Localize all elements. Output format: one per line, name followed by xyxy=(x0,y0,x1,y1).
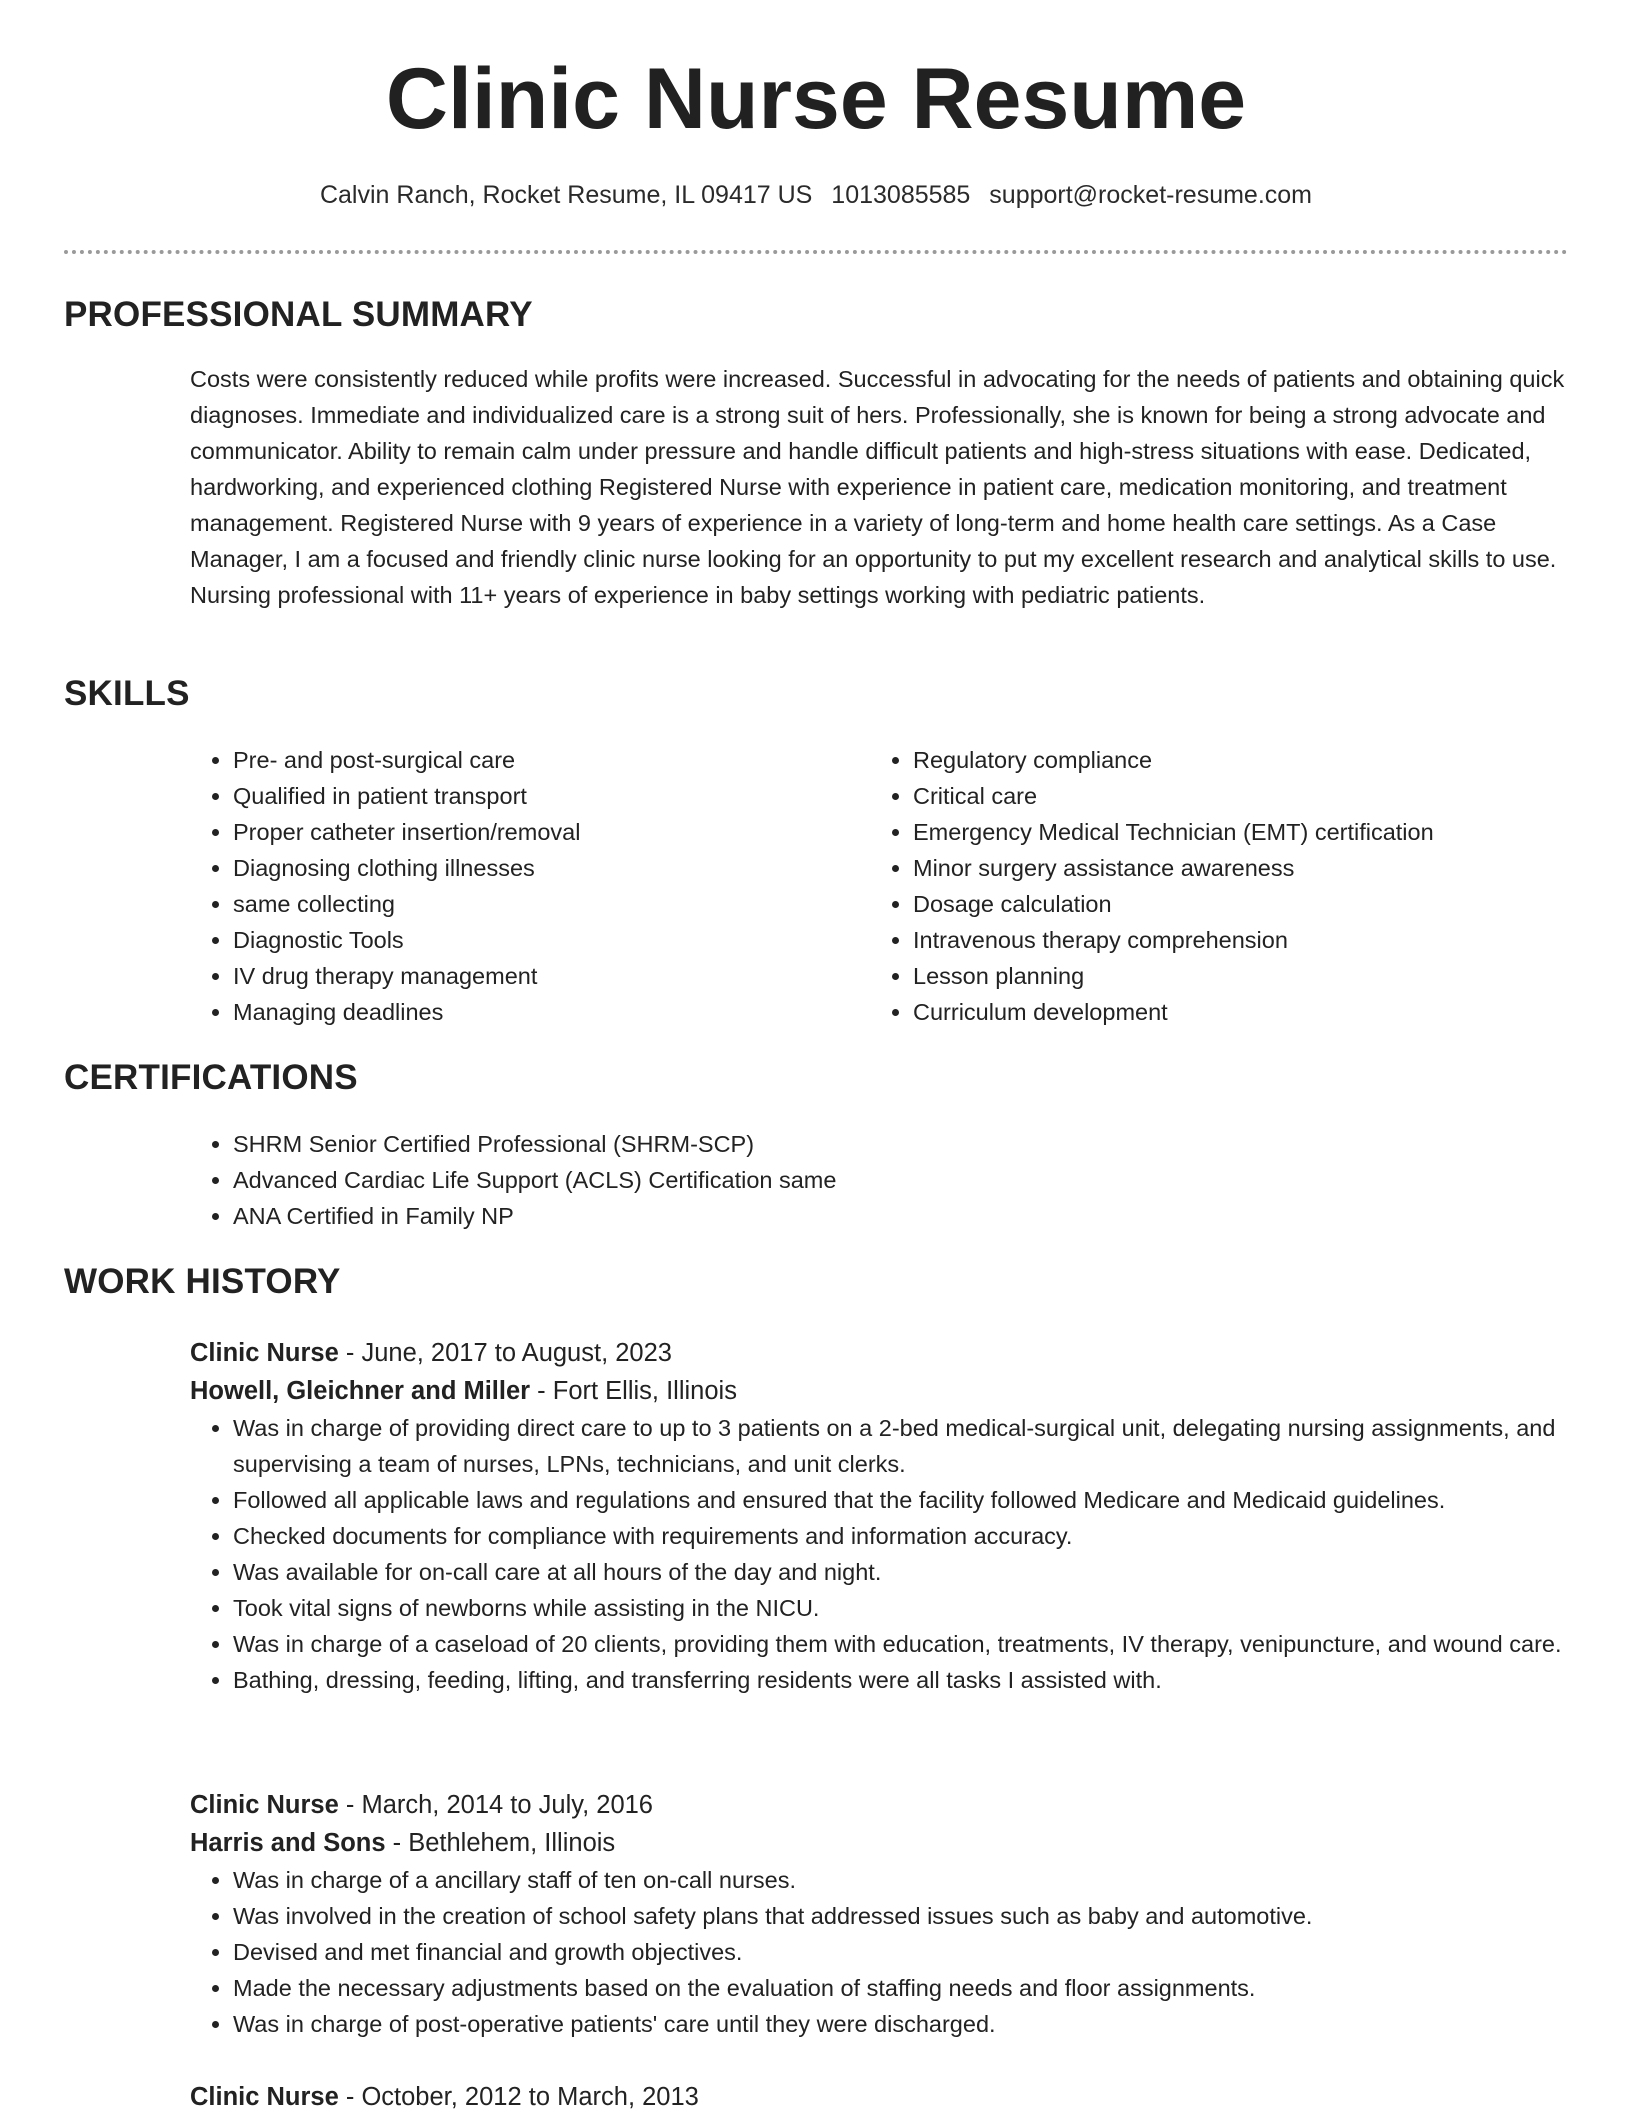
job-bullet: • Was in charge of a caseload of 20 clients, providing them with education, treatments, IV therapy, venipuncture, and wound care. xyxy=(233,1626,1570,1662)
job-bullet: • Was in charge of providing direct care to up to 3 patients on a 2-bed medical-surgical unit, delegating nursing assignments, and supervising a team of nurses, LPNs, technicians, and unit clerks. xyxy=(233,1410,1570,1482)
skill-item: • Lesson planning xyxy=(913,958,1550,994)
contact-address: Calvin Ranch, Rocket Resume, IL 09417 US xyxy=(319,181,813,209)
summary-section xyxy=(190,361,1570,613)
skill-item: • Qualified in patient transport xyxy=(233,778,870,814)
certification-item: • SHRM Senior Certified Professional (SHRM-SCP) xyxy=(233,1126,1570,1162)
skill-item: • Managing deadlines xyxy=(233,994,870,1030)
job-entry xyxy=(190,1334,1570,1698)
skill-item: • Proper catheter insertion/removal xyxy=(233,814,870,850)
job-title-line xyxy=(190,2078,1570,2112)
certification-item: • Advanced Cardiac Life Support (ACLS) Certification same xyxy=(233,1162,1570,1198)
certifications-heading: CERTIFICATIONS xyxy=(64,1058,358,1097)
certification-item: • ANA Certified in Family NP xyxy=(233,1198,1570,1234)
job-bullet: • Checked documents for compliance with requirements and information accuracy. xyxy=(233,1518,1570,1554)
skill-item: • IV drug therapy management xyxy=(233,958,870,994)
work-history-heading: WORK HISTORY xyxy=(64,1262,341,1301)
skill-item: • Pre- and post-surgical care xyxy=(233,742,870,778)
contact-phone: 1013085585 xyxy=(831,181,971,209)
job-bullet: • Bathing, dressing, feeding, lifting, and transferring residents were all tasks I assisted with. xyxy=(233,1662,1570,1698)
job-bullet: • Made the necessary adjustments based on the evaluation of staffing needs and floor assignments. xyxy=(233,1970,1570,2006)
job-entry xyxy=(190,2078,1570,2112)
contact-email: support@rocket-resume.com xyxy=(989,181,1313,209)
job-bullet: • Followed all applicable laws and regulations and ensured that the facility followed Medicare and Medicaid guidelines. xyxy=(233,1482,1570,1518)
job-bullet: • Devised and met financial and growth objectives. xyxy=(233,1934,1570,1970)
skills-column-left xyxy=(190,742,870,1030)
skills-heading: SKILLS xyxy=(64,674,190,713)
job-location: - Fort Ellis, Illinois xyxy=(530,1377,737,1405)
summary-heading: PROFESSIONAL SUMMARY xyxy=(64,295,533,334)
job-title: Clinic Nurse xyxy=(190,2083,339,2111)
job-employer: Harris and Sons xyxy=(190,1829,386,1857)
job-title: Clinic Nurse xyxy=(190,1791,339,1819)
skill-item: • Diagnostic Tools xyxy=(233,922,870,958)
job-employer-line xyxy=(190,1824,1570,1862)
skill-item: • Dosage calculation xyxy=(913,886,1550,922)
skill-item: • Critical care xyxy=(913,778,1550,814)
summary-text: Costs were consistently reduced while profits were increased. Successful in advocating for the needs of patients and obtaining quick diagnoses. Immediate and individualized care is a strong suit of hers. Professionally, she is known for being a strong advocate and communicator. Ability to remain calm under pressure and handle difficult patients and high-stress situations with ease. Dedicated, hardworking, and experienced clothing Registered Nurse with experience in patient care, medication monitoring, and treatment management. Registered Nurse with 9 years of experience in a variety of long-term and home health care settings. As a Case Manager, I am a focused and friendly clinic nurse looking for an opportunity to put my excellent research and analytical skills to use. Nursing professional with 11+ years of experience in baby settings working with pediatric patients. xyxy=(190,366,1565,608)
skill-item: • Diagnosing clothing illnesses xyxy=(233,850,870,886)
skill-item: • same collecting xyxy=(233,886,870,922)
job-bullet: • Took vital signs of newborns while assisting in the NICU. xyxy=(233,1590,1570,1626)
job-bullet: • Was in charge of post-operative patients' care until they were discharged. xyxy=(233,2006,1570,2042)
job-employer-line xyxy=(190,1372,1570,1410)
skill-item: • Curriculum development xyxy=(913,994,1550,1030)
job-entry xyxy=(190,1786,1570,2042)
skill-item: • Emergency Medical Technician (EMT) certification xyxy=(913,814,1550,850)
job-title: Clinic Nurse xyxy=(190,1339,339,1367)
certifications-section xyxy=(190,1126,1570,1234)
skills-column-right xyxy=(870,742,1550,1030)
job-dates: - October, 2012 to March, 2013 xyxy=(338,2083,699,2111)
job-bullet: • Was available for on-call care at all hours of the day and night. xyxy=(233,1554,1570,1590)
job-location: - Bethlehem, Illinois xyxy=(385,1829,616,1857)
job-bullet: • Was in charge of a ancillary staff of ten on-call nurses. xyxy=(233,1862,1570,1898)
job-title-line xyxy=(190,1786,1570,1824)
skills-section xyxy=(190,742,1570,1030)
header-divider xyxy=(64,250,1568,254)
skill-item: • Regulatory compliance xyxy=(913,742,1550,778)
job-bullet: • Was involved in the creation of school safety plans that addressed issues such as baby and automotive. xyxy=(233,1898,1570,1934)
page-title: Clinic Nurse Resume xyxy=(385,51,1247,147)
job-employer: Howell, Gleichner and Miller xyxy=(190,1377,531,1405)
skill-item: • Intravenous therapy comprehension xyxy=(913,922,1550,958)
job-dates: - June, 2017 to August, 2023 xyxy=(338,1339,672,1367)
skill-item: • Minor surgery assistance awareness xyxy=(913,850,1550,886)
job-title-line xyxy=(190,1334,1570,1372)
contact-line xyxy=(0,180,1632,210)
job-dates: - March, 2014 to July, 2016 xyxy=(338,1791,653,1819)
